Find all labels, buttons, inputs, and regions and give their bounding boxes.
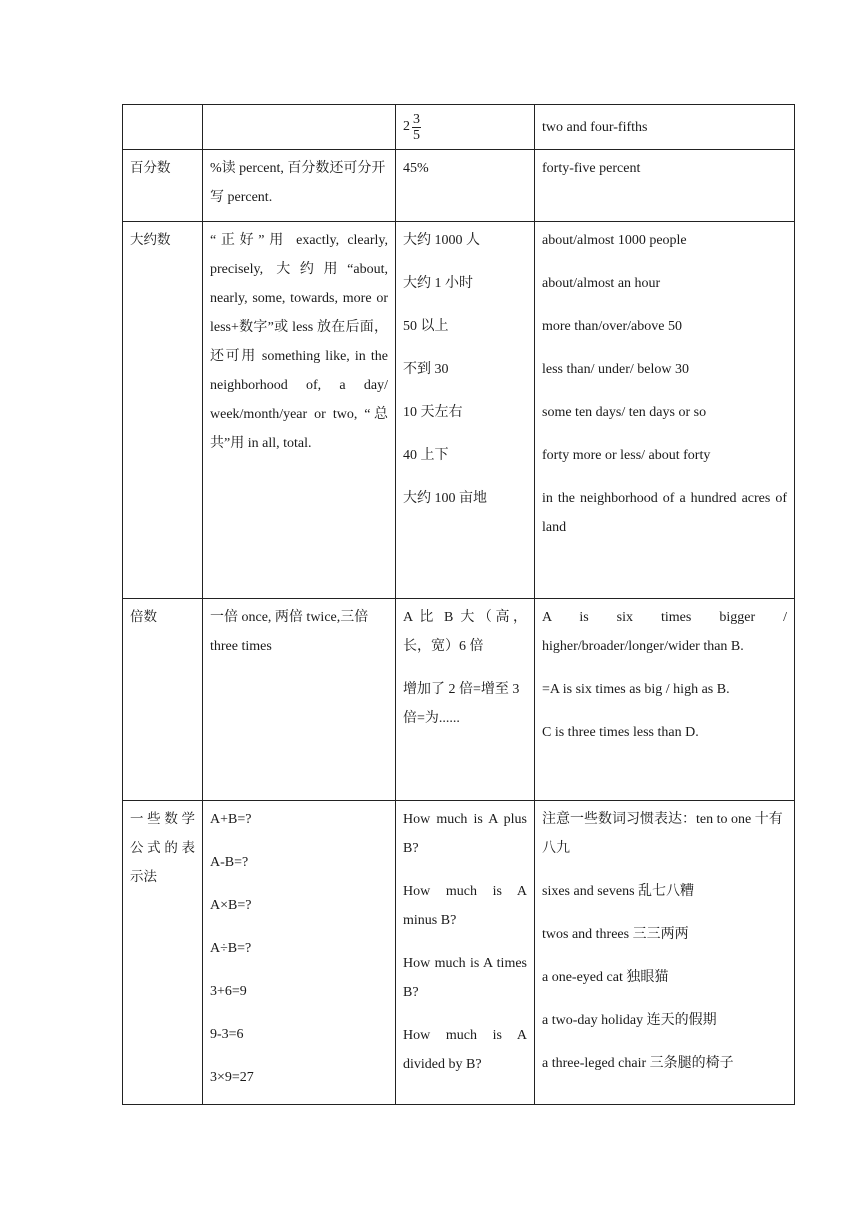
example-line: 大约 100 亩地 [403,491,487,506]
table-row [123,150,795,222]
translation-line: A is six times bigger / higher/broader/longer/wider than B. [542,610,787,654]
category-cell [123,599,203,801]
rule-text: %读 percent, 百分数还可分开写 percent. [210,161,386,205]
example-line: 增加了 2 倍=增至 3 倍=为...... [403,682,520,726]
rule-text: 一倍 once, 两倍 twice,三倍 three times [210,610,369,654]
rule-cell [203,105,396,150]
table-row [123,222,795,599]
translation-cell [535,599,795,801]
table-row [123,599,795,801]
example-line: How much is A plus B? [403,812,527,856]
example-cell [396,801,535,1105]
example-line: How much is A times B? [403,956,527,1000]
translation-cell [535,105,795,150]
formula-line: 3×9=27 [210,1070,254,1085]
rule-cell [203,801,396,1105]
translation-line: a three-leged chair 三条腿的椅子 [542,1056,734,1071]
translation-line: forty-five percent [542,161,641,176]
translation-line: about/almost 1000 people [542,233,687,248]
example-cell [396,222,535,599]
formula-line: A×B=? [210,898,252,913]
translation-line: less than/ under/ below 30 [542,362,689,377]
formula-line: A÷B=? [210,941,252,956]
example-line: 10 天左右 [403,405,463,420]
translation-cell [535,801,795,1105]
translation-line: forty more or less/ about forty [542,448,711,463]
formula-line: A+B=? [210,812,252,827]
formula-line: A-B=? [210,855,249,870]
category-cell [123,150,203,222]
translation-line: sixes and sevens 乱七八糟 [542,884,695,899]
translation-line: 注意一些数词习惯表达：ten to one 十有八九 [542,812,783,856]
fraction-denominator: 5 [413,127,420,143]
rule-cell [203,150,396,222]
fraction-numerator: 3 [413,111,420,127]
formula-line: 9-3=6 [210,1027,244,1042]
translation-line: twos and threes 三三两两 [542,927,689,942]
category-cell [123,801,203,1105]
category-cell [123,222,203,599]
translation-line: more than/over/above 50 [542,319,682,334]
example-line: A 比 B 大（高，长，宽）6 倍 [403,610,527,654]
translation-line: in the neighborhood of a hundred acres of land [542,491,787,535]
example-cell [396,105,535,150]
translation-line: C is three times less than D. [542,725,699,740]
rule-text: “正好”用 exactly, clearly, precisely, 大约用“about, nearly, some, towards, more or less+数字”或 less 放在后面，还可用 something like, in the neighborhood of, a day/ week/month/year or two, “总共”用 in all, total. [210,233,388,451]
category-label: 一些数学公式的表示法 [130,811,195,885]
example-line: 50 以上 [403,319,449,334]
translation-cell [535,150,795,222]
category-label: 百分数 [130,160,171,176]
example-line: How much is A minus B? [403,884,527,928]
translation-line: two and four-fifths [542,119,648,135]
formula-line: 3+6=9 [210,984,247,999]
example-line: 大约 1 小时 [403,276,473,291]
rule-cell [203,222,396,599]
translation-line: a one-eyed cat 独眼猫 [542,970,669,985]
translation-line: some ten days/ ten days or so [542,405,707,420]
table-row [123,801,795,1105]
rule-cell [203,599,396,801]
translation-line: =A is six times as big / high as B. [542,682,730,697]
translation-line: about/almost an hour [542,276,661,291]
table-row [123,105,795,150]
example-line: 大约 1000 人 [403,233,480,248]
category-label: 倍数 [130,609,157,625]
translation-cell [535,222,795,599]
mixed-fraction [403,112,421,143]
example-line: 不到 30 [403,362,449,377]
example-cell [396,599,535,801]
category-cell [123,105,203,150]
example-cell [396,150,535,222]
example-line: 45% [403,161,429,176]
fraction-whole: 2 [403,119,410,134]
example-line: 40 上下 [403,448,449,463]
fraction [412,112,421,143]
translation-line: a two-day holiday 连天的假期 [542,1013,717,1028]
content-table [122,104,795,1105]
example-line: How much is A divided by B? [403,1028,527,1072]
category-label: 大约数 [130,232,171,248]
